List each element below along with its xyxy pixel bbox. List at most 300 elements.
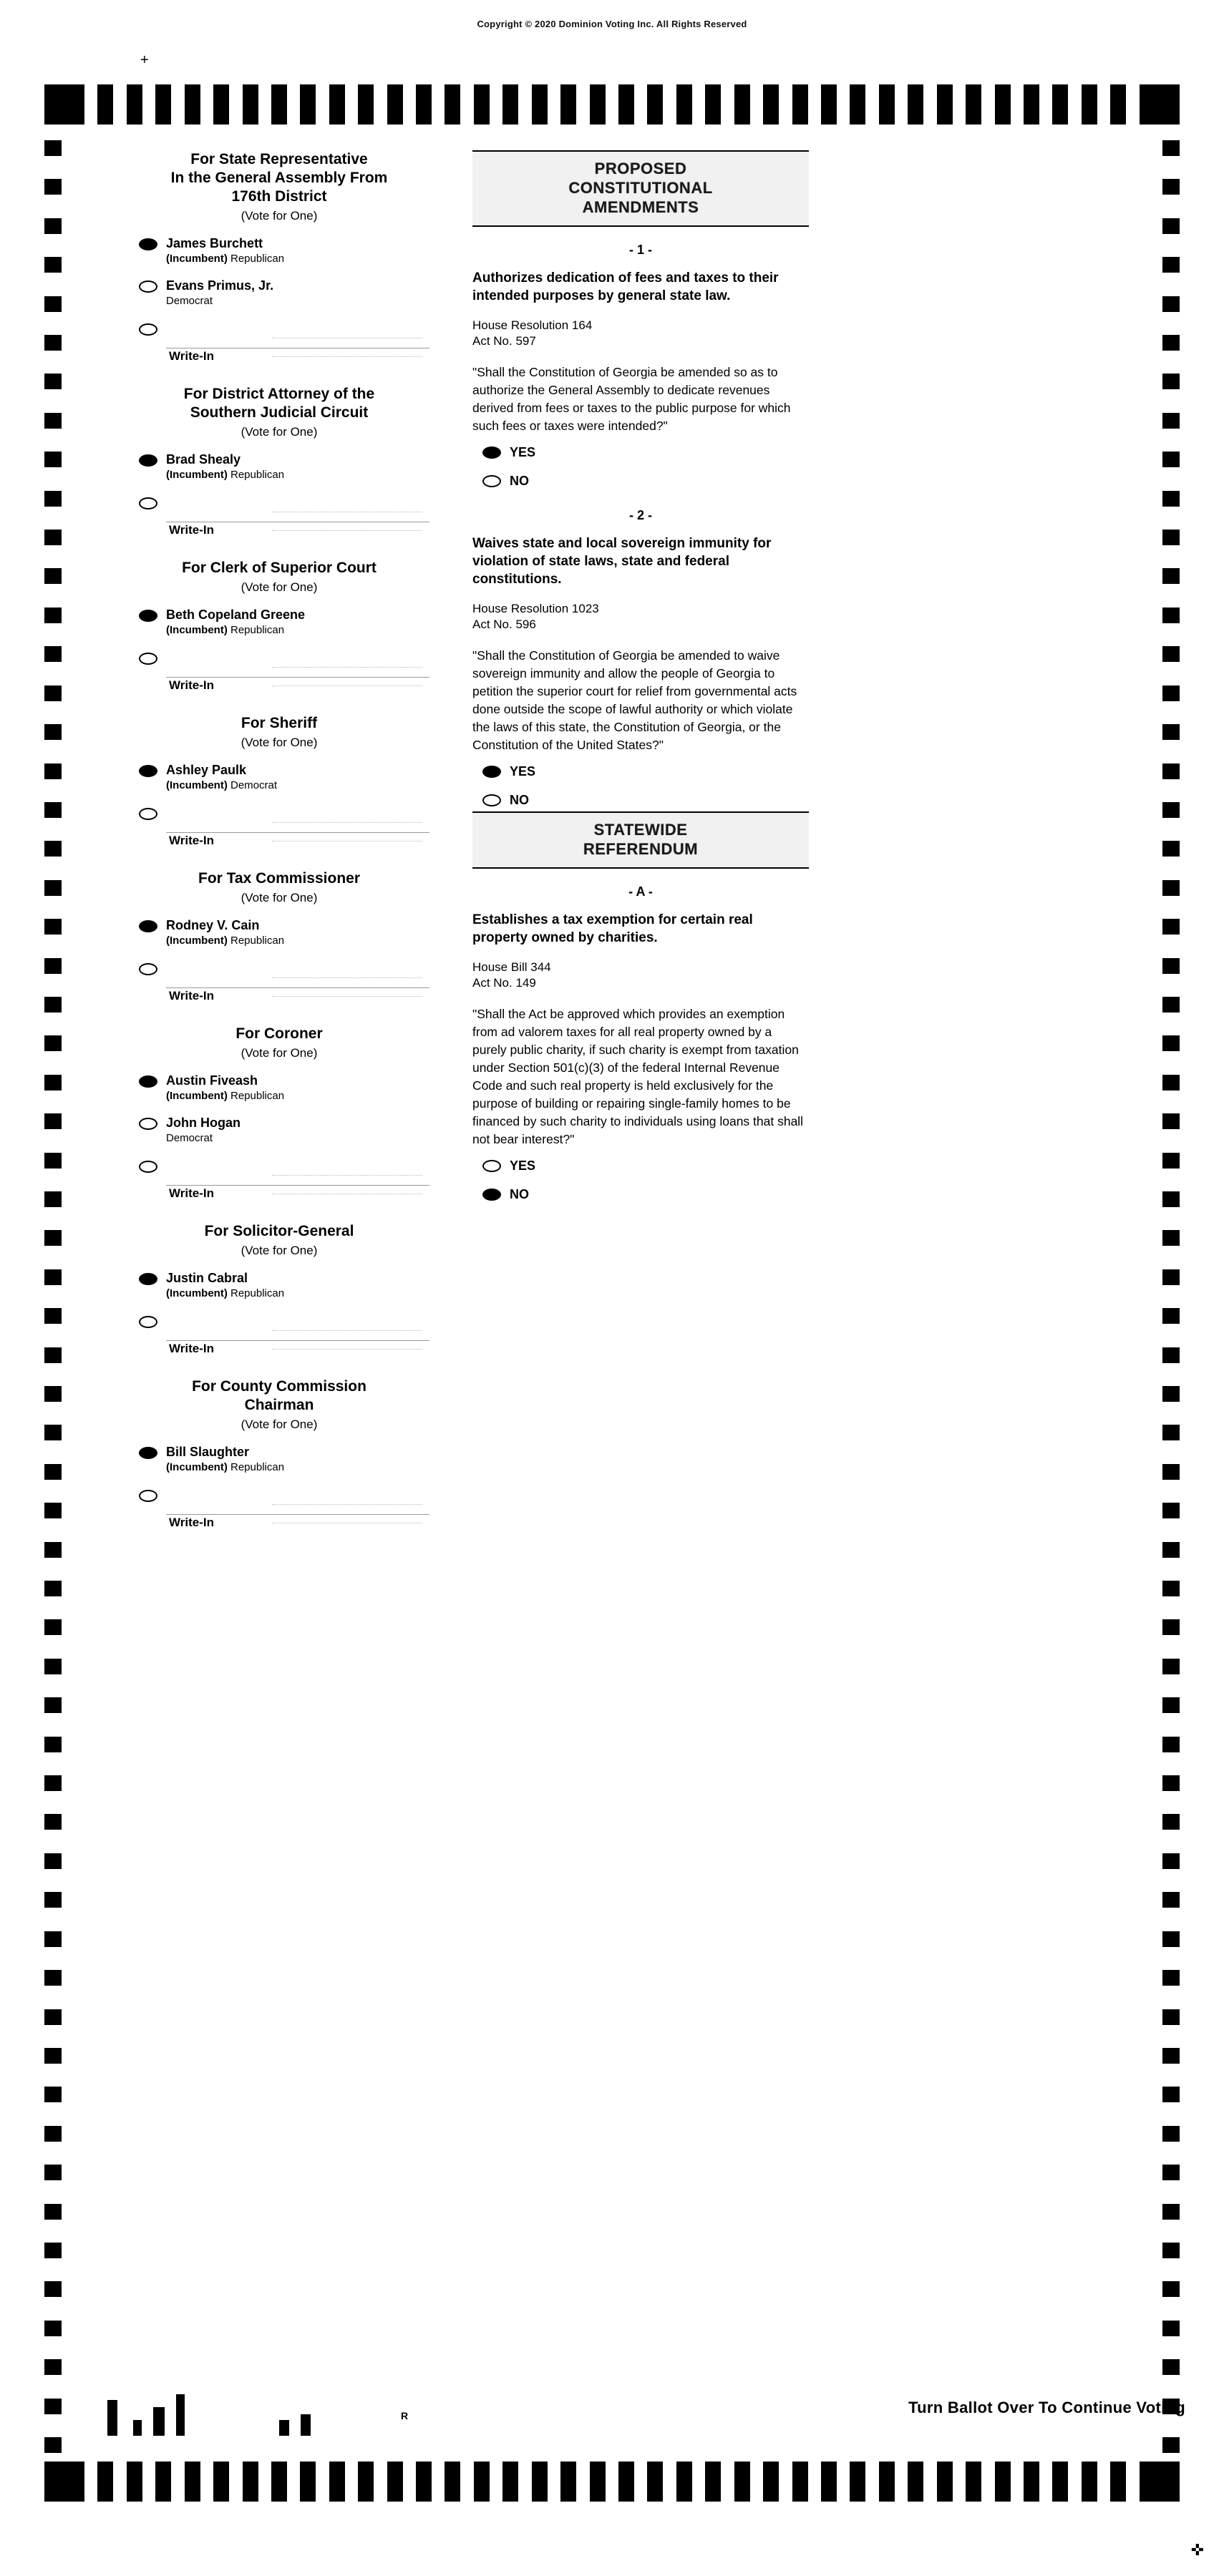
ballot-column-right — [472, 150, 809, 1206]
timing-mark — [937, 2462, 953, 2502]
timing-mark — [1162, 2204, 1180, 2220]
timing-mark — [1162, 724, 1180, 740]
timing-mark — [387, 2462, 403, 2502]
timing-mark — [329, 84, 345, 125]
timing-mark — [387, 84, 403, 125]
timing-mark — [44, 1931, 62, 1947]
measure-option-label: YES — [510, 445, 536, 459]
write-in-label: Write-In — [169, 523, 214, 537]
contest-title: For Solicitor-General — [204, 1223, 354, 1239]
write-in-guide — [272, 530, 422, 531]
timing-mark — [44, 1230, 62, 1246]
timing-mark — [1162, 140, 1180, 156]
write-in-guide — [272, 1175, 422, 1176]
timing-mark — [1162, 686, 1180, 701]
contest — [129, 559, 429, 696]
ballot-column-left — [129, 150, 429, 1533]
timing-mark — [1162, 1775, 1180, 1791]
section-banner — [472, 811, 809, 869]
timing-mark — [1162, 1542, 1180, 1558]
candidate-option[interactable] — [129, 763, 429, 792]
timing-mark — [705, 84, 721, 125]
contest-title: For County Commission Chairman — [192, 1378, 366, 1413]
timing-mark — [1162, 608, 1180, 623]
timing-mark — [1082, 2462, 1097, 2502]
measure-text: "Shall the Constitution of Georgia be amended to waive sovereign immunity and allow the people of Georgia to petition the superior court for relief from governmental acts done outside the scope of lawful authority or which violate the laws of this state, the Constitution of Georgia, or the Constitution of the United States?" — [472, 648, 797, 752]
candidate-party: (Incumbent) Republican — [166, 253, 285, 265]
timing-mark — [1162, 2359, 1180, 2375]
vote-oval[interactable] — [482, 1160, 501, 1172]
vote-for-instruction: (Vote for One) — [241, 209, 318, 223]
timing-mark — [44, 1347, 62, 1363]
candidate-name: Ashley Paulk — [166, 763, 247, 777]
timing-mark — [1162, 1269, 1180, 1285]
timing-mark — [1162, 2126, 1180, 2142]
timing-mark — [44, 1075, 62, 1091]
measure-option[interactable] — [472, 793, 809, 811]
timing-mark — [44, 2437, 62, 2453]
section-banner-label: PROPOSED CONSTITUTIONAL AMENDMENTS — [568, 160, 713, 216]
measure-option[interactable] — [472, 445, 809, 464]
timing-mark — [474, 2462, 490, 2502]
timing-mark — [1162, 1619, 1180, 1635]
timing-mark — [44, 2359, 62, 2375]
timing-mark — [1162, 1308, 1180, 1324]
timing-mark — [1162, 880, 1180, 896]
timing-mark — [44, 2048, 62, 2064]
timing-mark — [300, 2462, 316, 2502]
timing-mark — [647, 2462, 663, 2502]
write-in-line — [166, 1340, 429, 1341]
vote-oval[interactable] — [482, 447, 501, 459]
timing-mark — [995, 2462, 1011, 2502]
timing-mark — [1162, 2437, 1180, 2453]
candidate-option[interactable] — [129, 1073, 429, 1103]
candidate-option[interactable] — [129, 278, 429, 308]
candidate-name: James Burchett — [166, 236, 263, 250]
write-in-guide — [272, 356, 422, 357]
candidate-party: (Incumbent) Republican — [166, 1461, 285, 1473]
timing-mark — [44, 1269, 62, 1285]
timing-mark — [44, 568, 62, 584]
timing-mark — [1162, 2009, 1180, 2025]
timing-mark — [445, 84, 460, 125]
measure-option-label: YES — [510, 764, 536, 779]
timing-mark — [1162, 1737, 1180, 1752]
timing-mark — [445, 2462, 460, 2502]
timing-mark — [1162, 2165, 1180, 2180]
timing-mark — [44, 686, 62, 701]
registration-cross-icon: ✜ — [1190, 2541, 1204, 2559]
timing-mark — [44, 2243, 62, 2258]
timing-mark — [127, 84, 142, 125]
timing-mark — [416, 2462, 432, 2502]
measure-number: - A - — [628, 884, 653, 899]
vote-oval[interactable] — [139, 653, 157, 665]
write-in-guide — [272, 822, 422, 823]
contest-title: For Sheriff — [241, 715, 318, 731]
vote-oval[interactable] — [139, 323, 157, 336]
timing-mark — [44, 1113, 62, 1129]
measure-option[interactable] — [472, 1158, 809, 1177]
timing-mark — [358, 84, 374, 125]
timing-mark — [243, 2462, 258, 2502]
candidate-name: Evans Primus, Jr. — [166, 278, 274, 293]
timing-mark — [647, 84, 663, 125]
timing-mark — [1162, 491, 1180, 507]
timing-mark — [792, 2462, 808, 2502]
measure-option-label: NO — [510, 793, 529, 807]
write-in-line — [166, 1514, 429, 1515]
measure-citation: House Resolution 164 Act No. 597 — [472, 318, 593, 348]
candidate-option[interactable] — [129, 452, 429, 482]
vote-oval[interactable] — [139, 280, 157, 293]
timing-mark — [1162, 1581, 1180, 1596]
timing-mark — [1024, 84, 1039, 125]
timing-mark — [44, 841, 62, 857]
timing-mark — [792, 84, 808, 125]
measure-option-label: NO — [510, 474, 529, 488]
vote-oval[interactable] — [482, 1189, 501, 1201]
timing-mark — [1162, 1191, 1180, 1207]
timing-mark — [1162, 2243, 1180, 2258]
write-in-option[interactable] — [129, 962, 429, 1006]
vote-oval[interactable] — [139, 497, 157, 509]
timing-mark — [213, 84, 229, 125]
write-in-guide — [272, 996, 422, 997]
vote-oval[interactable] — [482, 475, 501, 487]
measure-option[interactable] — [472, 474, 809, 492]
code-mark — [107, 2400, 117, 2436]
contest — [129, 714, 429, 851]
timing-mark — [44, 452, 62, 467]
timing-mark — [590, 2462, 606, 2502]
timing-mark — [1162, 452, 1180, 467]
vote-oval[interactable] — [482, 766, 501, 778]
write-in-guide — [272, 1504, 422, 1505]
timing-mark — [127, 2462, 142, 2502]
candidate-option[interactable] — [129, 1271, 429, 1300]
candidate-option[interactable] — [129, 236, 429, 265]
candidate-option[interactable] — [129, 1445, 429, 1474]
candidate-party: (Incumbent) Republican — [166, 1090, 285, 1102]
timing-mark — [1162, 1386, 1180, 1402]
write-in-line — [166, 987, 429, 988]
timing-mark — [966, 84, 981, 125]
timing-mark — [502, 84, 518, 125]
timing-mark — [329, 2462, 345, 2502]
timing-mark — [358, 2462, 374, 2502]
timing-mark — [1162, 2048, 1180, 2064]
timing-mark — [532, 2462, 548, 2502]
measure-option-label: NO — [510, 1187, 529, 1201]
vote-oval[interactable] — [139, 454, 157, 467]
vote-oval[interactable] — [139, 808, 157, 820]
timing-mark — [44, 1386, 62, 1402]
timing-mark — [44, 1892, 62, 1908]
timing-marks-right — [1162, 140, 1180, 2453]
timing-mark — [966, 2462, 981, 2502]
timing-mark — [44, 84, 84, 125]
timing-mark — [213, 2462, 229, 2502]
ballot-measure — [472, 508, 809, 811]
code-mark — [176, 2394, 185, 2436]
candidate-name: Bill Slaughter — [166, 1445, 250, 1459]
timing-mark — [44, 2126, 62, 2142]
timing-mark — [1162, 1425, 1180, 1440]
vote-for-instruction: (Vote for One) — [241, 736, 318, 749]
timing-mark — [1162, 1853, 1180, 1869]
timing-mark — [1162, 1347, 1180, 1363]
measure-summary: Authorizes dedication of fees and taxes to their intended purposes by general state law. — [472, 270, 779, 303]
candidate-option[interactable] — [129, 918, 429, 947]
timing-mark — [1162, 1075, 1180, 1091]
code-mark — [133, 2420, 142, 2436]
timing-mark — [44, 1814, 62, 1830]
vote-oval[interactable] — [139, 1075, 157, 1088]
timing-mark — [1162, 218, 1180, 234]
candidate-party: (Incumbent) Republican — [166, 935, 285, 947]
contest-title: For State Representative In the General Assembly From 176th District — [170, 151, 388, 205]
timing-mark — [590, 84, 606, 125]
barcode-label: R — [401, 2410, 409, 2421]
timing-mark — [44, 724, 62, 740]
contest-title: For Coroner — [235, 1025, 323, 1042]
timing-mark — [1082, 84, 1097, 125]
timing-mark — [1162, 1503, 1180, 1518]
timing-mark — [676, 84, 692, 125]
timing-mark — [185, 84, 200, 125]
write-in-option[interactable] — [129, 1314, 429, 1359]
timing-mark — [1162, 1814, 1180, 1830]
vote-oval[interactable] — [139, 1490, 157, 1502]
timing-mark — [1140, 84, 1180, 125]
vote-oval[interactable] — [139, 920, 157, 932]
timing-mark — [1162, 919, 1180, 935]
write-in-option[interactable] — [129, 651, 429, 696]
write-in-label: Write-In — [169, 1186, 214, 1200]
copyright-notice: Copyright © 2020 Dominion Voting Inc. All Rights Reserved — [477, 19, 747, 29]
vote-oval[interactable] — [482, 794, 501, 806]
timing-mark — [618, 84, 634, 125]
timing-mark — [243, 84, 258, 125]
timing-mark — [1024, 2462, 1039, 2502]
timing-mark — [44, 919, 62, 935]
timing-mark — [97, 2462, 113, 2502]
timing-mark — [560, 2462, 576, 2502]
vote-oval[interactable] — [139, 1118, 157, 1130]
timing-mark — [1162, 2281, 1180, 2297]
timing-mark — [850, 84, 865, 125]
timing-mark — [44, 2399, 62, 2414]
contest-title: For Clerk of Superior Court — [182, 560, 377, 576]
vote-oval[interactable] — [139, 238, 157, 250]
vote-for-instruction: (Vote for One) — [241, 891, 318, 904]
timing-mark — [1052, 2462, 1068, 2502]
write-in-label: Write-In — [169, 834, 214, 847]
write-in-label: Write-In — [169, 989, 214, 1002]
contest — [129, 869, 429, 1006]
timing-mark — [44, 1191, 62, 1207]
vote-oval[interactable] — [139, 765, 157, 777]
code-mark — [153, 2407, 165, 2436]
timing-mark — [763, 84, 779, 125]
write-in-guide — [272, 977, 422, 978]
timing-mark — [44, 880, 62, 896]
contest-title: For District Attorney of the Southern Judicial Circuit — [183, 386, 375, 421]
timing-mark — [44, 2087, 62, 2102]
vote-oval[interactable] — [139, 1316, 157, 1328]
timing-mark — [821, 2462, 837, 2502]
timing-mark — [532, 84, 548, 125]
timing-mark — [44, 1581, 62, 1596]
measure-text: "Shall the Constitution of Georgia be amended so as to authorize the General Assembly to dedicate revenues derived from fees or taxes to the public purpose for which such fees or taxes were intended?" — [472, 365, 791, 433]
timing-mark — [1162, 296, 1180, 312]
timing-mark — [705, 2462, 721, 2502]
contest-title: For Tax Commissioner — [198, 870, 360, 887]
timing-marks-left — [44, 140, 62, 2453]
candidate-party: Democrat — [166, 295, 213, 307]
timing-mark — [676, 2462, 692, 2502]
write-in-line — [166, 1185, 429, 1186]
timing-mark — [155, 2462, 171, 2502]
timing-mark — [560, 84, 576, 125]
timing-mark — [734, 84, 750, 125]
timing-mark — [44, 2204, 62, 2220]
timing-mark — [44, 179, 62, 195]
timing-mark — [734, 2462, 750, 2502]
timing-mark — [44, 530, 62, 545]
timing-mark — [879, 84, 895, 125]
write-in-label: Write-In — [169, 349, 214, 363]
timing-mark — [44, 335, 62, 351]
write-in-option[interactable] — [129, 1488, 429, 1533]
timing-mark — [474, 84, 490, 125]
turn-ballot-over-notice: Turn Ballot Over To Continue Voting — [908, 2399, 1185, 2416]
timing-mark — [44, 1737, 62, 1752]
vote-oval[interactable] — [139, 610, 157, 622]
timing-mark — [1162, 257, 1180, 273]
timing-mark — [1140, 2462, 1180, 2502]
timing-mark — [1162, 413, 1180, 429]
write-in-guide — [272, 1349, 422, 1350]
timing-mark — [850, 2462, 865, 2502]
candidate-party: (Incumbent) Republican — [166, 624, 285, 636]
timing-mark — [1162, 568, 1180, 584]
timing-mark — [1162, 179, 1180, 195]
timing-mark — [1162, 1464, 1180, 1480]
timing-mark — [44, 413, 62, 429]
timing-mark — [1110, 2462, 1126, 2502]
timing-mark — [271, 84, 287, 125]
vote-oval[interactable] — [139, 1161, 157, 1173]
write-in-label: Write-In — [169, 1516, 214, 1529]
measure-summary: Establishes a tax exemption for certain real property owned by charities. — [472, 912, 753, 945]
timing-mark — [44, 997, 62, 1013]
timing-mark — [44, 296, 62, 312]
vote-for-instruction: (Vote for One) — [241, 1046, 318, 1060]
ballot-measure — [472, 884, 809, 1206]
contest — [129, 1377, 429, 1533]
write-in-option[interactable] — [129, 496, 429, 540]
contest — [129, 1025, 429, 1204]
timing-mark — [908, 84, 923, 125]
section-banner-label: STATEWIDE REFERENDUM — [583, 821, 699, 858]
candidate-option[interactable] — [129, 1116, 429, 1145]
write-in-line — [166, 677, 429, 678]
timing-mark — [1162, 802, 1180, 818]
timing-mark — [44, 1775, 62, 1791]
write-in-option[interactable] — [129, 806, 429, 851]
candidate-name: Beth Copeland Greene — [166, 608, 306, 622]
timing-mark — [44, 1035, 62, 1051]
vote-oval[interactable] — [139, 1447, 157, 1459]
measure-citation: House Resolution 1023 Act No. 596 — [472, 602, 599, 631]
measure-option[interactable] — [472, 764, 809, 783]
section-banner — [472, 150, 809, 227]
timing-mark — [1162, 997, 1180, 1013]
candidate-name: Brad Shealy — [166, 452, 241, 467]
timing-mark — [97, 84, 113, 125]
timing-mark — [1162, 1659, 1180, 1674]
timing-mark — [44, 2462, 84, 2502]
timing-mark — [937, 84, 953, 125]
vote-oval[interactable] — [139, 1273, 157, 1285]
measure-option[interactable] — [472, 1187, 809, 1206]
code-mark — [279, 2420, 289, 2436]
timing-mark — [1162, 1970, 1180, 1986]
timing-mark — [44, 1853, 62, 1869]
ballot-measure — [472, 243, 809, 492]
candidate-name: Austin Fiveash — [166, 1073, 258, 1088]
timing-mark — [1162, 958, 1180, 974]
timing-mark — [271, 2462, 287, 2502]
timing-mark — [300, 84, 316, 125]
timing-marks-top — [44, 84, 1180, 125]
timing-marks-bottom — [44, 2462, 1180, 2502]
measure-number: - 1 - — [628, 243, 652, 257]
vote-oval[interactable] — [139, 963, 157, 975]
timing-mark — [44, 763, 62, 779]
timing-mark — [763, 2462, 779, 2502]
timing-mark — [44, 1619, 62, 1635]
timing-mark — [155, 84, 171, 125]
timing-mark — [44, 2165, 62, 2180]
measure-summary: Waives state and local sovereign immunity for violation of state laws, state and federal constitutions. — [472, 536, 772, 587]
timing-mark — [1162, 1230, 1180, 1246]
timing-mark — [1162, 1113, 1180, 1129]
timing-mark — [44, 1659, 62, 1674]
timing-mark — [1110, 84, 1126, 125]
contest — [129, 1222, 429, 1359]
candidate-name: Justin Cabral — [166, 1271, 248, 1285]
write-in-option[interactable] — [129, 322, 429, 366]
measure-text: "Shall the Act be approved which provides an exemption from ad valorem taxes for all real property owned by a purely public charity, if such charity is exempt from taxation under Section 501(c)(3) of the federal Internal Revenue Code and such real property is held exclusively for the purpose of building or repairing single-family homes to be financed by such charity to individuals using loans that shall not bear interest?" — [472, 1007, 804, 1146]
measure-number: - 2 - — [628, 508, 652, 522]
timing-mark — [44, 1153, 62, 1169]
timing-mark — [1162, 1153, 1180, 1169]
write-in-guide — [272, 1330, 422, 1331]
candidate-option[interactable] — [129, 608, 429, 637]
vote-for-instruction: (Vote for One) — [241, 1418, 318, 1431]
write-in-line — [166, 832, 429, 833]
timing-mark — [44, 1697, 62, 1713]
timing-mark — [44, 608, 62, 623]
vote-for-instruction: (Vote for One) — [241, 580, 318, 594]
registration-plus-icon: + — [140, 52, 149, 68]
write-in-option[interactable] — [129, 1159, 429, 1204]
code-mark — [301, 2414, 311, 2436]
